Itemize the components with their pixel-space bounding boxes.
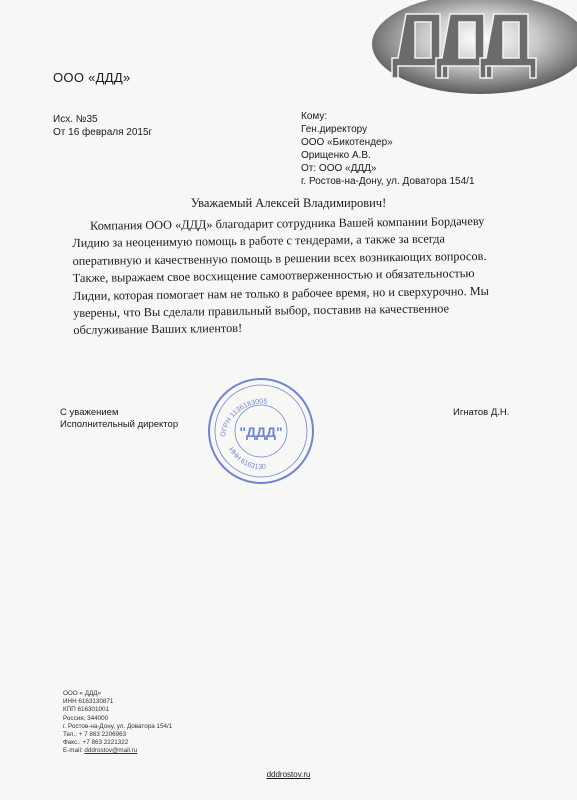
body-line: уверены, что Вы сделали правильный выбор, поставив на качественное [73,301,450,321]
footer-line: Факс.: +7 863 2221322 [63,739,129,747]
footer-line: КПП 616301001 [63,706,109,714]
addressee-line: ООО «Бикотендер» [301,137,393,148]
body-line: Лидию за неоценимую помощь в работе с тендерами, а также за всегда [72,231,446,251]
stamp-inn: ИНН 6163130 [227,446,267,471]
addressee-block [301,110,475,188]
footer-email-link[interactable]: dddrostov@mail.ru [84,747,138,755]
body-line: Лидии, которая помогает нам не только в рабочее время, но и сверхурочно. Мы [72,283,489,303]
company-stamp [205,375,317,487]
addressee-line: Ген.директору [301,124,368,135]
stamp-ogrn: ОГРН 1136183005 [219,398,268,438]
addressee-line: Орищенко А.В. [301,150,371,161]
footer-line: ИНН 6163130871 [63,698,114,706]
addressee-line: Кому: [301,111,328,122]
signature-name: Игнатов Д.Н. [453,407,510,418]
footer-email [63,747,172,755]
signature-position: Исполнительный директор [60,419,179,430]
footer-line: Россия, 344000 [63,714,109,722]
footer-line: ООО « ДДД» [63,690,101,697]
footer-website [0,770,577,779]
body-line: Также, выражаем свое восхищение самоотверженностью и обязательностью [72,266,475,286]
company-name: ООО «ДДД» [53,70,131,85]
footer-requisites [63,690,172,756]
footer-email-label: E-mail: [63,747,83,755]
letter-body [72,213,518,340]
body-line: Компания ООО «ДДД» благодарит сотрудника Вашей компании Бордачеву [90,213,485,233]
reference-block [53,113,152,139]
footer-line: Тел.: + 7 863 2206963 [63,731,127,739]
signature-block [60,407,178,431]
salutation: Уважаемый Алексей Владимирович! [190,196,387,210]
body-line: оперативную и качественную помощь в решении всех возникающих вопросов. [72,248,487,268]
website-link[interactable]: dddrostov.ru [266,770,311,779]
company-logo [370,0,577,96]
addressee-line: От: ООО «ДДД» [301,163,377,174]
addressee-line: г. Ростов-на-Дону, ул. Доватора 154/1 [301,176,475,187]
body-line: обслуживание Ваших клиентов! [73,321,243,338]
footer-line: г. Ростов-на-Дону, ул. Доватора 154/1 [63,722,173,730]
reference-number: Исх. №35 [53,114,98,125]
signature-closing: С уважением [60,407,119,418]
stamp-center-text: "ДДД" [239,424,283,440]
reference-date: От 16 февраля 2015г [53,127,153,138]
